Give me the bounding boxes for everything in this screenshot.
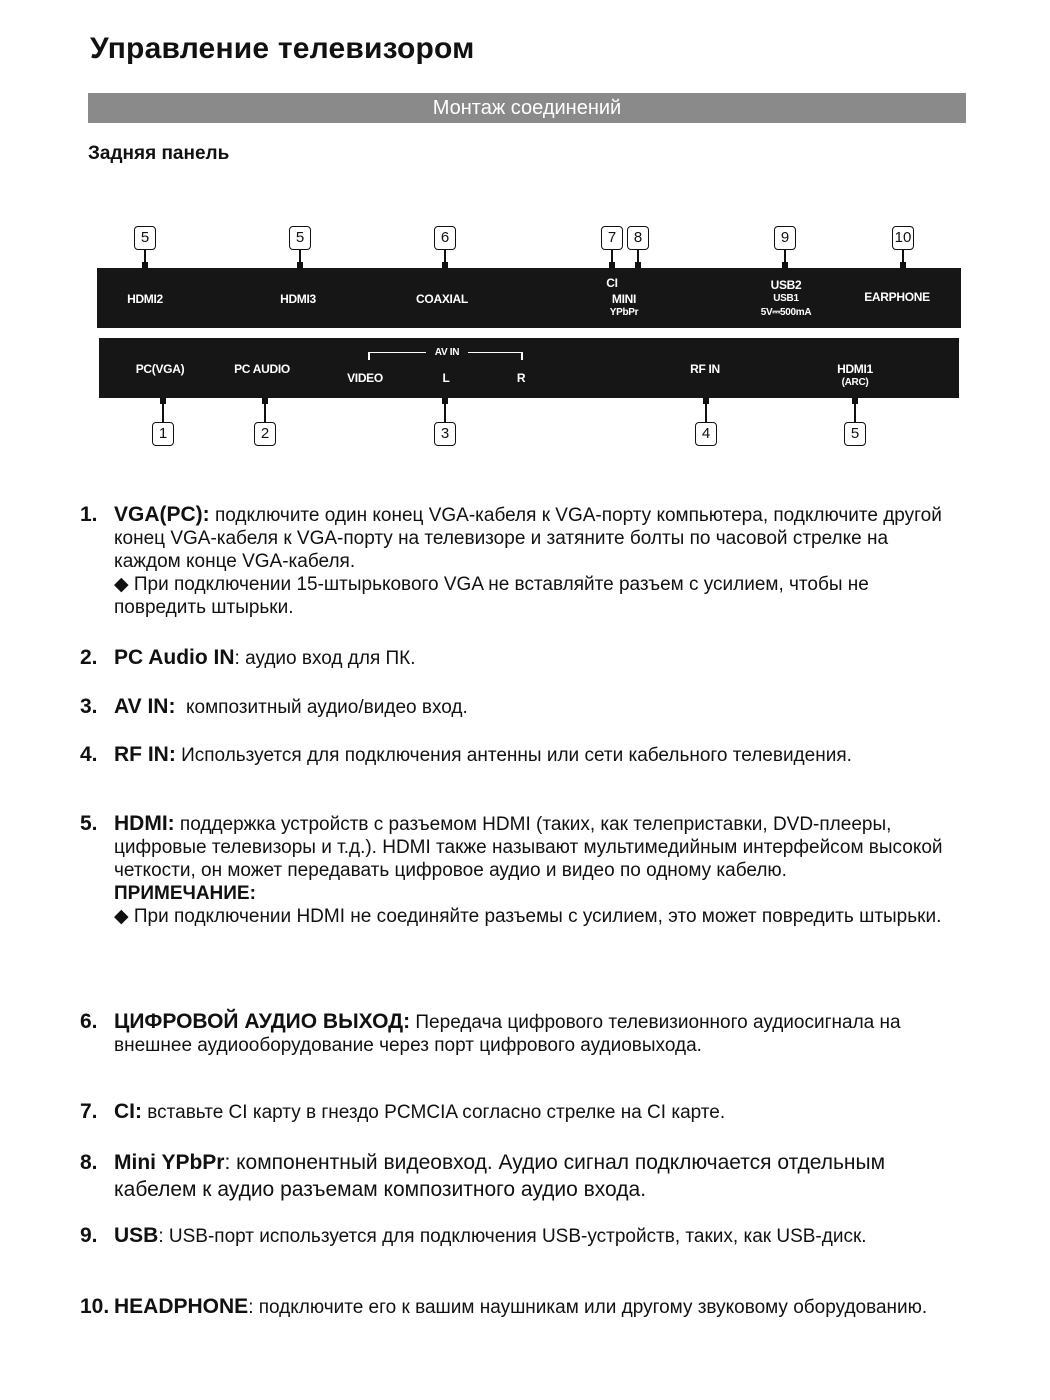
- item-number: 5.: [80, 812, 98, 835]
- subtitle-rear-panel: Задняя панель: [88, 143, 230, 164]
- av-in-bracket-tick: [521, 352, 523, 360]
- port-label-earphone: EARPHONE: [864, 290, 930, 304]
- callout-3-av-in: 3: [434, 422, 456, 446]
- callout-5-hdmi2: 5: [134, 226, 156, 250]
- port-label-usb1: USB1: [773, 293, 799, 304]
- item-number: 6.: [80, 1010, 98, 1033]
- list-item-10: [80, 1294, 960, 1321]
- item-number: 8.: [80, 1151, 98, 1174]
- item-text: поддержка устройств с разъемом HDMI (таких, как телеприставки, DVD-плееры, цифровые телевизоры и т.д.). HDMI также называют мультимедийным интерфейсом высокой четкости, он может передавать цифровое аудио и видео по одному кабелю.: [114, 814, 943, 881]
- stem: [299, 250, 301, 262]
- rear-panel-diagram: [0, 0, 1050, 470]
- item-term: HDMI:: [114, 812, 175, 835]
- item-number: 7.: [80, 1100, 98, 1123]
- callout-6-coaxial: 6: [434, 226, 456, 250]
- item-bullet: ◆ При подключении HDMI не соединяйте разъемы с усилием, это может повредить штырьки.: [114, 906, 942, 927]
- stem: [784, 250, 786, 262]
- item-number: 4.: [80, 743, 98, 766]
- port-label-hdmi3: HDMI3: [280, 292, 316, 306]
- item-body: [114, 812, 960, 928]
- list-item-9: [80, 1224, 960, 1248]
- av-in-bracket-left: [368, 352, 426, 353]
- item-term: VGA(PC):: [114, 503, 210, 526]
- port-label-ci: CI: [606, 276, 618, 290]
- stem: [611, 250, 613, 262]
- item-number: 3.: [80, 695, 98, 718]
- list-item-1: [80, 503, 960, 619]
- stem: [705, 402, 707, 422]
- port-label-mini: [610, 292, 639, 320]
- port-label-usb-power: 5V⎓500mA: [760, 307, 812, 318]
- item-text: Используется для подключения антенны или сети кабельного телевидения.: [175, 745, 852, 766]
- item-text: подключите один конец VGA-кабеля к VGA-порту компьютера, подключите другой конец VGA-кабеля к VGA-порту на телевизоре и затяните болты по часовой стрелке на каждом конце VGA-кабеля.: [114, 505, 942, 572]
- item-body: [114, 1100, 960, 1124]
- item-term: PC Audio IN: [114, 646, 235, 669]
- port-label-audio-r: R: [516, 371, 526, 385]
- item-note-label: ПРИМЕЧАНИЕ:: [114, 883, 256, 904]
- item-text: вставьте CI карту в гнездо PCMCIA согласно стрелке на CI карте.: [142, 1102, 726, 1123]
- port-label-ypbpr: YPbPr: [609, 307, 639, 318]
- item-text: : подключите его к вашим наушникам или другому звуковому оборудованию.: [248, 1297, 928, 1318]
- callout-4-rf-in: 4: [695, 422, 717, 446]
- item-term: RF IN:: [114, 743, 176, 766]
- list-item-4: [80, 743, 960, 767]
- av-in-bracket-right: [468, 352, 522, 353]
- item-bullet: ◆ При подключении 15-штырькового VGA не вставляйте разъем с усилием, чтобы не повредить штырьки.: [114, 574, 869, 618]
- port-label-pc-vga: PC(VGA): [135, 362, 185, 376]
- rear-panel-top-row: [97, 268, 961, 328]
- item-term: CI:: [114, 1100, 142, 1123]
- port-label-audio-l: L: [442, 371, 450, 385]
- port-label-hdmi2: HDMI2: [127, 292, 163, 306]
- callout-5-hdmi3: 5: [289, 226, 311, 250]
- stem: [264, 402, 266, 422]
- callout-7-ci: 7: [601, 226, 623, 250]
- av-in-bracket-tick: [368, 352, 370, 360]
- item-number: 2.: [80, 646, 98, 669]
- item-body: [114, 1010, 960, 1057]
- stem: [444, 402, 446, 422]
- port-label-usb2: USB2: [770, 278, 802, 292]
- item-text: : аудио вход для ПК.: [234, 648, 416, 669]
- stem: [162, 402, 164, 422]
- rear-panel-bottom-row: [99, 338, 959, 398]
- stem: [902, 250, 904, 262]
- item-body: [114, 1149, 960, 1203]
- port-label-rf-in: RF IN: [690, 362, 720, 376]
- callout-9-usb: 9: [774, 226, 796, 250]
- stem: [144, 250, 146, 262]
- list-item-3: [80, 695, 960, 719]
- list-item-2: [80, 646, 960, 670]
- item-term: Mini YPbPr: [114, 1151, 225, 1174]
- port-label-av-in: AV IN: [434, 347, 460, 358]
- list-item-6: [80, 1010, 960, 1057]
- item-text: : компонентный видеовход. Аудио сигнал подключается отдельным кабелем к аудио разъемам композитного аудио входа.: [114, 1151, 886, 1201]
- callout-5-hdmi1: 5: [844, 422, 866, 446]
- port-label-hdmi1-text: HDMI1: [837, 362, 873, 376]
- item-text: : USB-порт используется для подключения USB-устройств, таких, как USB-диск.: [158, 1226, 867, 1247]
- item-number: 1.: [80, 503, 98, 526]
- list-item-5: [80, 812, 960, 928]
- port-label-pc-audio: PC AUDIO: [234, 362, 290, 376]
- stem: [444, 250, 446, 262]
- page-title: Управление телевизором: [90, 32, 475, 65]
- item-body: [114, 646, 960, 670]
- item-body: [114, 743, 960, 767]
- list-item-7: [80, 1100, 960, 1124]
- item-body: [114, 503, 960, 619]
- section-header: Монтаж соединений: [88, 93, 966, 123]
- item-number: 9.: [80, 1224, 98, 1247]
- port-label-hdmi1: [837, 362, 873, 390]
- port-label-arc: (ARC): [841, 377, 869, 388]
- port-label-video: VIDEO: [347, 371, 383, 385]
- item-term: ЦИФРОВОЙ АУДИО ВЫХОД:: [114, 1010, 411, 1033]
- item-text: композитный аудио/видео вход.: [175, 697, 468, 718]
- callout-2-pc-audio: 2: [254, 422, 276, 446]
- item-term: AV IN:: [114, 695, 176, 718]
- item-body: [114, 1224, 960, 1248]
- port-label-coaxial: COAXIAL: [416, 292, 468, 306]
- callout-1-pc-vga: 1: [152, 422, 174, 446]
- stem: [637, 250, 639, 262]
- stem: [854, 402, 856, 422]
- callout-8-mini-ypbpr: 8: [627, 226, 649, 250]
- item-body: [114, 695, 960, 719]
- list-item-8: [80, 1149, 960, 1203]
- port-label-mini-text: MINI: [611, 292, 637, 306]
- port-label-usb: [761, 278, 812, 320]
- item-number: 10.: [80, 1295, 110, 1318]
- item-text: Передача цифрового телевизионного аудиосигнала на внешнее аудиооборудование через порт цифрового аудиовыхода.: [114, 1012, 901, 1056]
- item-term: USB: [114, 1224, 159, 1247]
- item-body: [114, 1294, 960, 1321]
- item-term: HEADPHONE: [114, 1295, 249, 1318]
- callout-10-earphone: 10: [892, 226, 914, 250]
